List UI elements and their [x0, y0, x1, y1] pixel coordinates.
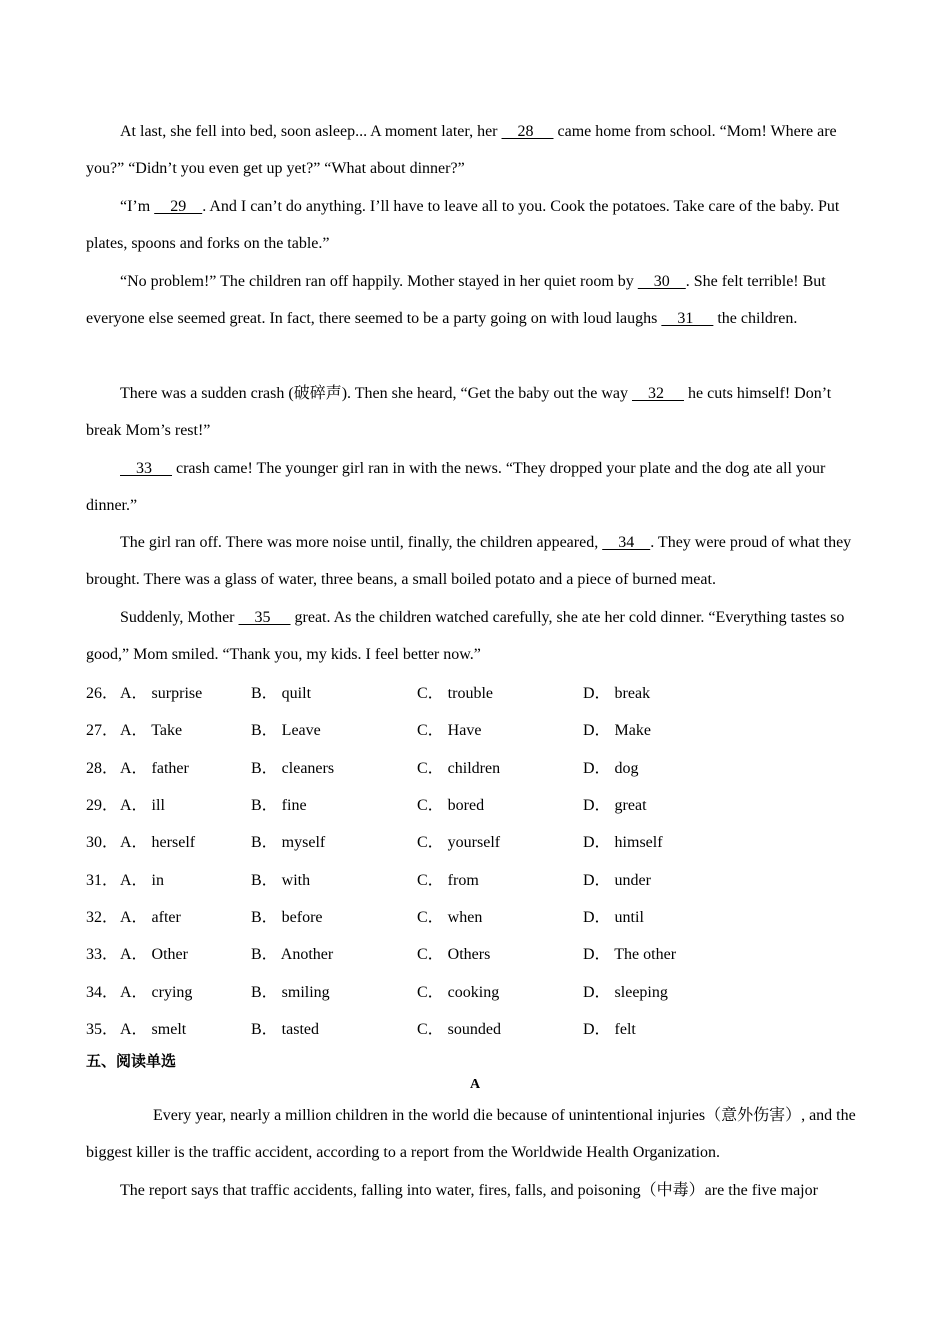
blank-29: 29 [154, 198, 203, 215]
option-d[interactable]: D． sleeping [583, 984, 668, 1001]
section-heading: 五、阅读单选 [86, 1052, 177, 1070]
option-c[interactable]: C． trouble [417, 685, 493, 702]
option-d[interactable]: D． dog [583, 760, 639, 777]
paragraph-text: The girl ran off. There was more noise until, finally, the children appeared, [120, 534, 603, 551]
option-c[interactable]: C． sounded [417, 1021, 502, 1038]
paragraph-text: he cuts himself! Don’t break Mom’s rest!” [86, 385, 832, 440]
paragraph-text: . She felt terrible! But everyone else seemed great. In fact, there seemed to be a party going on with loud laughs [86, 273, 826, 328]
cloze-paragraph-5 [86, 450, 866, 525]
paragraph-text: Every year, nearly a million children in the world die because of unintentional injuries（意外伤害）, and the biggest killer is the traffic accident, according to a report from the Worldwide Health Organization. [86, 1107, 856, 1162]
blank-28: 28 [501, 123, 554, 140]
option-b[interactable]: B． Another [251, 946, 334, 963]
option-d[interactable]: D． under [583, 872, 651, 889]
paragraph-text: “No problem!” The children ran off happily. Mother stayed in her quiet room by [120, 273, 638, 290]
option-b[interactable]: B． before [251, 909, 323, 926]
cloze-paragraph-1 [86, 113, 866, 188]
paragraph-text: . They were proud of what they brought. There was a glass of water, three beans, a small boiled potato and a piece of burned meat. [86, 534, 852, 589]
option-d[interactable]: D． until [583, 909, 644, 926]
question-row-27 [86, 721, 866, 758]
cloze-paragraph-2 [86, 188, 866, 263]
cloze-paragraph-6 [86, 524, 866, 599]
paragraph-text: . And I can’t do anything. I’ll have to leave all to you. Cook the potatoes. Take care of the baby. Put plates, spoons and forks on the table.” [86, 198, 840, 253]
option-a[interactable]: A． Take [120, 722, 183, 739]
question-row-35 [86, 1020, 866, 1057]
option-c[interactable]: C． when [417, 909, 483, 926]
question-row-29 [86, 796, 866, 833]
option-b[interactable]: B． fine [251, 797, 307, 814]
option-b[interactable]: B． quilt [251, 685, 312, 702]
option-a[interactable]: A． Other [120, 946, 188, 963]
question-row-28 [86, 759, 866, 796]
question-number: 26． [86, 685, 119, 702]
option-a[interactable]: A． herself [120, 834, 196, 851]
option-a[interactable]: A． crying [120, 984, 193, 1001]
option-a[interactable]: A． after [120, 909, 181, 926]
question-number: 30． [86, 834, 119, 851]
question-number: 35． [86, 1021, 119, 1038]
paragraph-text: came home from school. “Mom! Where are you?” “Didn’t you even get up yet?” “What about dinner?” [86, 123, 837, 178]
passage-a-paragraph-1 [86, 1097, 866, 1172]
option-c[interactable]: C． cooking [417, 984, 500, 1001]
blank-32: 32 [631, 385, 684, 402]
option-b[interactable]: B． myself [251, 834, 326, 851]
option-d[interactable]: D． break [583, 685, 651, 702]
blank-31: 31 [661, 310, 714, 328]
option-c[interactable]: C． yourself [417, 834, 501, 851]
option-b[interactable]: B． smiling [251, 984, 330, 1001]
paragraph-text: “I’m [120, 198, 155, 215]
question-row-30 [86, 833, 866, 870]
option-a[interactable]: A． father [120, 760, 189, 777]
cloze-paragraph-4 [86, 375, 866, 450]
blank-35: 35 [238, 609, 291, 626]
option-a[interactable]: A． smelt [120, 1021, 187, 1038]
question-number: 33． [86, 946, 119, 963]
option-c[interactable]: C． Have [417, 722, 482, 739]
paragraph-text: Suddenly, Mother [120, 609, 239, 626]
question-number: 28． [86, 760, 119, 777]
question-row-31 [86, 871, 866, 908]
question-row-26 [86, 684, 866, 721]
option-a[interactable]: A． ill [120, 797, 165, 814]
blank-33: 33 [120, 460, 172, 477]
question-row-33 [86, 945, 866, 982]
question-number: 32． [86, 909, 119, 926]
option-d[interactable]: D． Make [583, 722, 651, 739]
question-row-34 [86, 983, 866, 1020]
question-number: 31． [86, 872, 119, 889]
blank-34: 34 [602, 534, 651, 551]
option-b[interactable]: B． with [251, 872, 311, 889]
question-number: 29． [86, 797, 119, 814]
cloze-paragraph-7 [86, 599, 866, 674]
question-row-32 [86, 908, 866, 945]
option-d[interactable]: D． The other [583, 946, 677, 963]
option-d[interactable]: D． himself [583, 834, 663, 851]
option-d[interactable]: D． felt [583, 1021, 636, 1038]
option-c[interactable]: C． bored [417, 797, 485, 814]
paragraph-text: The report says that traffic accidents, falling into water, fires, falls, and poisoning（中毒）are the five major [120, 1182, 818, 1199]
option-a[interactable]: A． in [120, 872, 165, 889]
option-a[interactable]: A． surprise [120, 685, 203, 702]
option-c[interactable]: C． children [417, 760, 501, 777]
option-c[interactable]: C． from [417, 872, 479, 889]
paragraph-text: There was a sudden crash (破碎声). Then she heard, “Get the baby out the way [120, 385, 632, 402]
passage-letter: A [469, 1077, 481, 1092]
paragraph-text: the children. [713, 310, 798, 328]
question-number: 34． [86, 984, 119, 1001]
option-d[interactable]: D． great [583, 797, 647, 814]
option-b[interactable]: B． cleaners [251, 760, 335, 777]
paragraph-text: At last, she fell into bed, soon asleep... A moment later, her [120, 123, 502, 140]
paragraph-text: crash came! The younger girl ran in with the news. “They dropped your plate and the dog ate all your dinner.” [86, 460, 826, 515]
blank-30: 30 [637, 273, 686, 290]
passage-a-paragraph-2 [86, 1172, 866, 1209]
option-c[interactable]: C． Others [417, 946, 491, 963]
option-b[interactable]: B． tasted [251, 1021, 319, 1038]
cloze-paragraph-3 [86, 263, 866, 338]
question-number: 27． [86, 722, 119, 739]
paragraph-text: great. As the children watched carefully, she ate her cold dinner. “Everything tastes so good,” Mom smiled. “Thank you, my kids. I feel better now.” [86, 609, 845, 664]
option-b[interactable]: B． Leave [251, 722, 321, 739]
